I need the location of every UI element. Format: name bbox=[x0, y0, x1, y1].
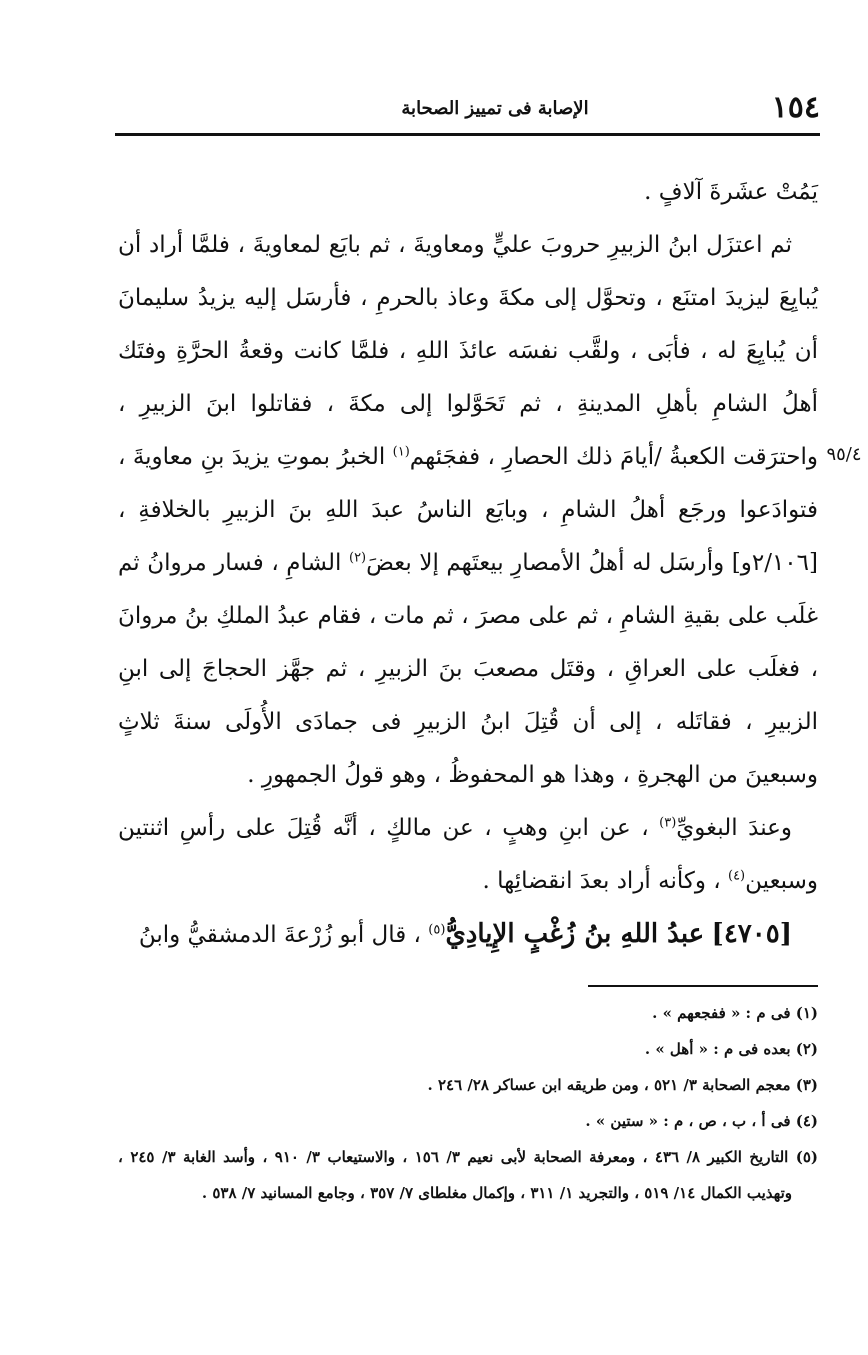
footnote-4: (٤) فى أ ، ب ، ص ، م : « ستين » . bbox=[585, 1112, 818, 1130]
footnote-marker-4: (٤) bbox=[727, 868, 746, 884]
footnotes bbox=[118, 995, 818, 1211]
opening-line bbox=[118, 166, 818, 219]
footnote-marker-3: (٣) bbox=[659, 815, 677, 831]
entry-name: عبدُ اللهِ بنُ زُغْبٍ الإِيادِيُّ bbox=[445, 919, 705, 949]
paragraph-2 bbox=[118, 802, 818, 908]
running-title: الإصابة فى تمييز الصحابة bbox=[401, 98, 589, 119]
footnote-marker-2: (٢) bbox=[348, 550, 367, 566]
footnote-rule bbox=[588, 985, 818, 987]
opening-line-text: يَمُتْ عشَرةَ آلافٍ . bbox=[644, 179, 818, 205]
main-text bbox=[118, 166, 818, 962]
para2-b: ، عن ابنِ وهبٍ ، عن مالكٍ ، أنَّه قُتِلَ على رأسِ اثنتين وسبعين bbox=[118, 815, 818, 894]
entry-number: [٤٧٠٥] bbox=[711, 919, 792, 949]
footnote-1: (١) فى م : « ففجعهم » . bbox=[652, 1004, 818, 1022]
entry-heading bbox=[118, 908, 818, 962]
para2-c: ، وكأنه أراد بعدَ انقضائِها . bbox=[482, 868, 728, 894]
footnote-marker-1: (١) bbox=[392, 444, 410, 460]
footnote-marker-5: (٥) bbox=[428, 922, 446, 938]
footnote-2: (٢) بعده فى م : « أهل » . bbox=[644, 1040, 818, 1058]
para1-c: الشامِ ، فسار مروانُ ثم غلَب على بقيةِ الشامِ ، ثم على مصرَ ، ثم مات ، فقام عبدُ الملكِ بنُ مروانَ ، فغلَب على العراقِ ، وقتَل مصعبَ بنَ الزبيرِ ، ثم جهَّز الحجاجَ إلى ابنِ الزبيرِ ، فقاتَله ، إلى أن قُتِلَ ابنُ الزبيرِ فى جمادَى الأُولَى سنةَ ثلاثٍ وسبعينَ من الهجرةِ ، وهذا هو المحفوظُ ، وهو قولُ الجمهورِ . bbox=[118, 550, 818, 788]
para1-a: ثم اعتزَل ابنُ الزبيرِ حروبَ عليٍّ ومعاويةَ ، ثم بايَع لمعاويةَ ، فلمَّا أراد أن يُبايِعَ ليزيدَ امتنَع ، وتحوَّل إلى مكةَ وعاذ بالحرمِ ، فأرسَل إليه يزيدُ سليمانَ أن يُبايِعَ له ، فأبَى ، ولقَّب نفسَه عائذَ اللهِ ، فلمَّا كانت وقعةُ الحرَّةِ وفتَك أهلُ الشامِ بأهلِ المدينةِ ، ثم تَحَوَّلوا إلى مكةَ ، فقاتلوا ابنَ الزبيرِ ، واحترَقت الكعبةُ /أيامَ ذلك الحصارِ ، ففجَئهم bbox=[118, 232, 819, 470]
footnote-3: (٣) معجم الصحابة ٣/ ٥٢١ ، ومن طريقه ابن عساكر ٢٨/ ٢٤٦ . bbox=[427, 1076, 818, 1094]
paragraph-1 bbox=[118, 219, 818, 802]
footnote-5: (٥) التاريخ الكبير ٨/ ٤٣٦ ، ومعرفة الصحابة لأبى نعيم ٣/ ١٥٦ ، والاستيعاب ٣/ ٩١٠ ، وأسد الغابة ٣/ ٢٤٥ ، وتهذيب الكمال ١٤/ ٥١٩ ، والتجريد ١/ ٣١١ ، وإكمال مغلطاى ٧/ ٣٥٧ ، وجامع المسانيد ٧/ ٥٣٨ . bbox=[118, 1148, 819, 1202]
para2-a: وعندَ البغويِّ bbox=[676, 815, 792, 841]
page-number: ١٥٤ bbox=[771, 90, 820, 125]
entry-rest: ، قال أبو زُرْعةَ الدمشقيُّ وابنُ bbox=[138, 922, 429, 948]
margin-reference: ٩٥/٤ bbox=[826, 444, 862, 465]
page-header bbox=[115, 88, 820, 128]
para1-b: الخبرُ بموتِ يزيدَ بنِ معاويةَ ، فتوادَعوا ورجَع أهلُ الشامِ ، وبايَع الناسُ عبدَ اللهِ بنَ الزبيرِ بالخلافةِ ، [٢/١٠٦و] وأرسَل له أهلُ الأمصارِ بيعتَهم إلا بعضَ bbox=[118, 444, 818, 576]
header-rule bbox=[115, 133, 820, 136]
